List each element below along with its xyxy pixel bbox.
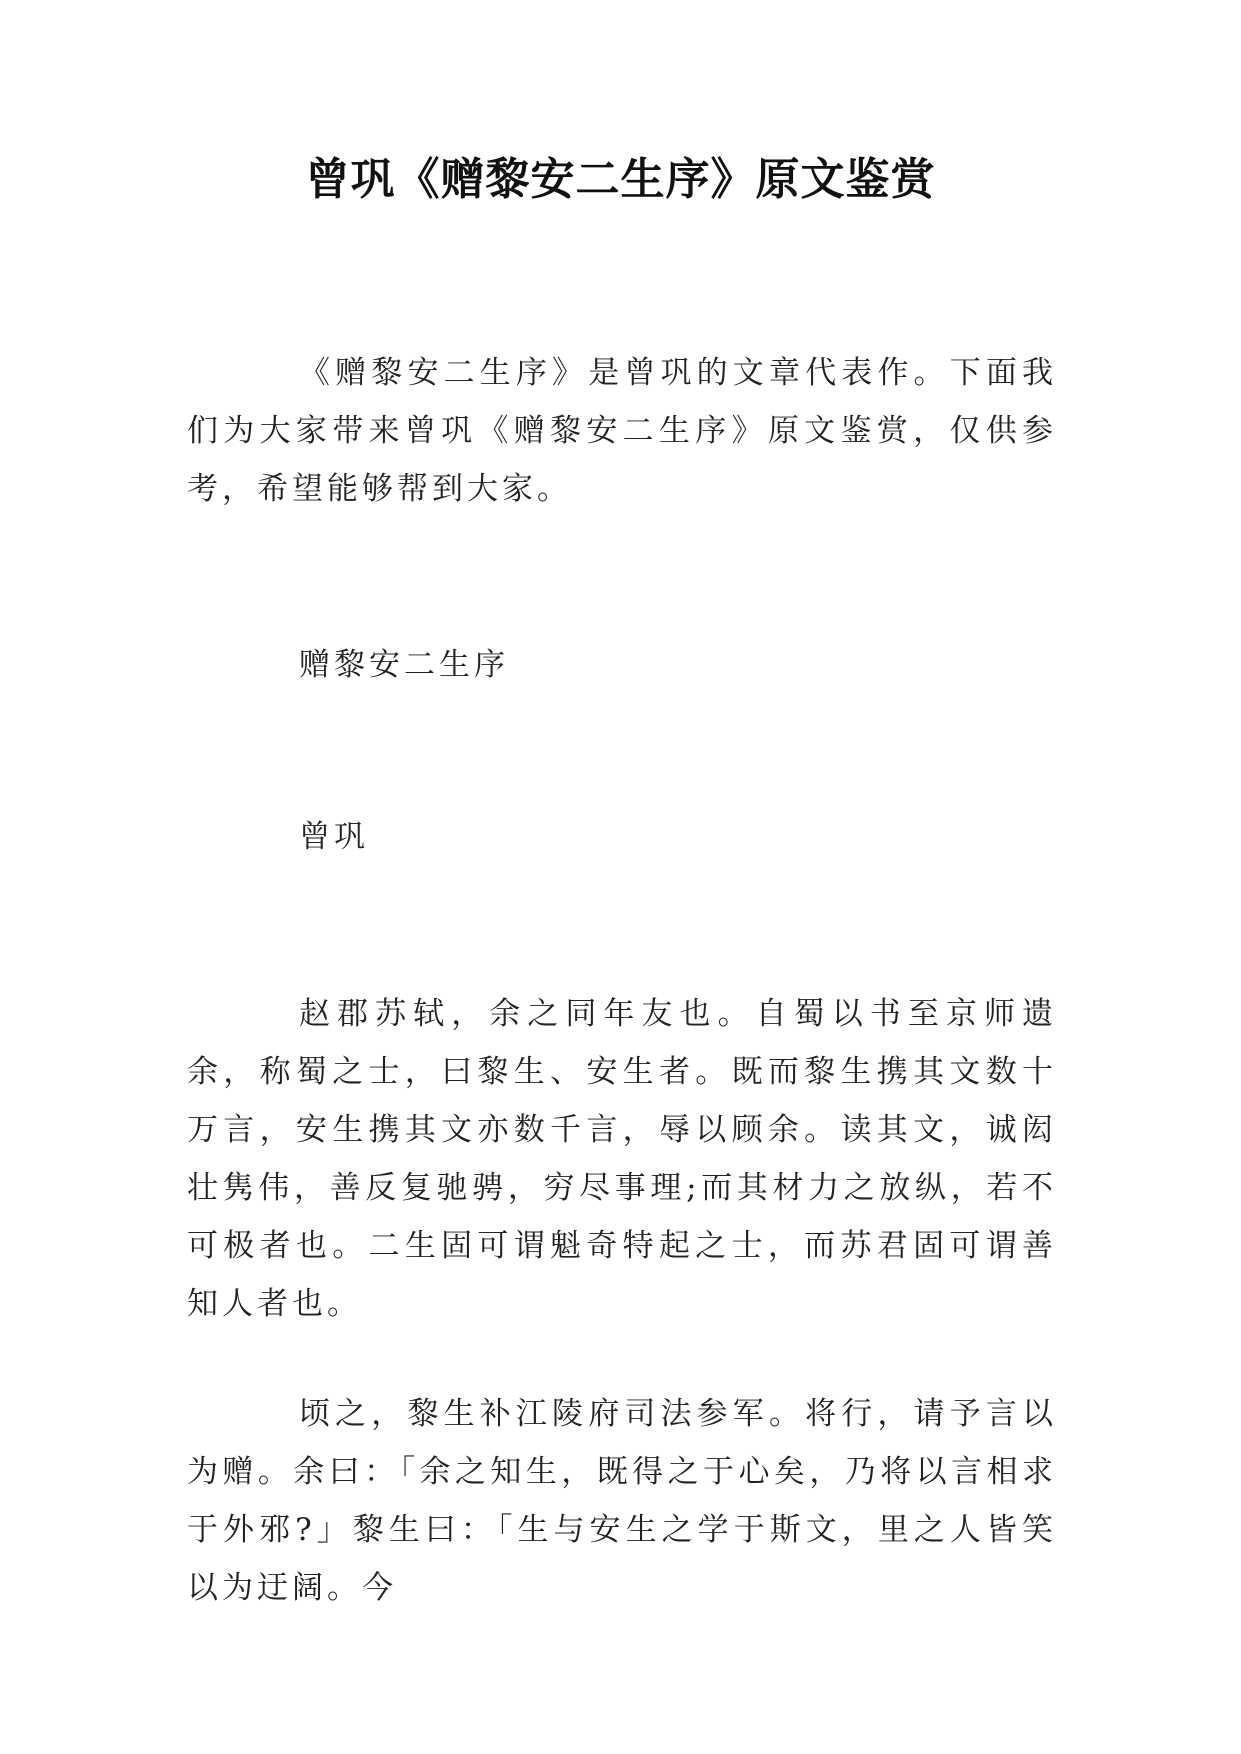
intro-paragraph: 《赠黎安二生序》是曾巩的文章代表作。下面我们为大家带来曾巩《赠黎安二生序》原文鉴赏，仅供参考，希望能够帮到大家。 [187, 355, 1057, 507]
author-paragraph: 曾巩 [299, 819, 369, 855]
body-paragraph-1: 赵郡苏轼，余之同年友也。自蜀以书至京师遗余，称蜀之士，曰黎生、安生者。既而黎生携其文数十万言，安生携其文亦数千言，辱以顾余。读其文，诚闳壮隽伟，善反复驰骋，穷尽事理;而其材力之放纵，若不可极者也。二生固可谓魁奇特起之士，而苏君固可谓善知人者也。 [187, 996, 1057, 1322]
body-paragraph-2: 顷之，黎生补江陵府司法参军。将行，请予言以为赠。余曰：「余之知生，既得之于心矣，乃将以言相求于外邪?」黎生曰：「生与安生之学于斯文，里之人皆笑以为迂阔。今 [187, 1396, 1057, 1606]
essay-title-paragraph: 赠黎安二生序 [299, 647, 509, 683]
document-title: 曾巩《赠黎安二生序》原文鉴赏 [305, 154, 936, 205]
